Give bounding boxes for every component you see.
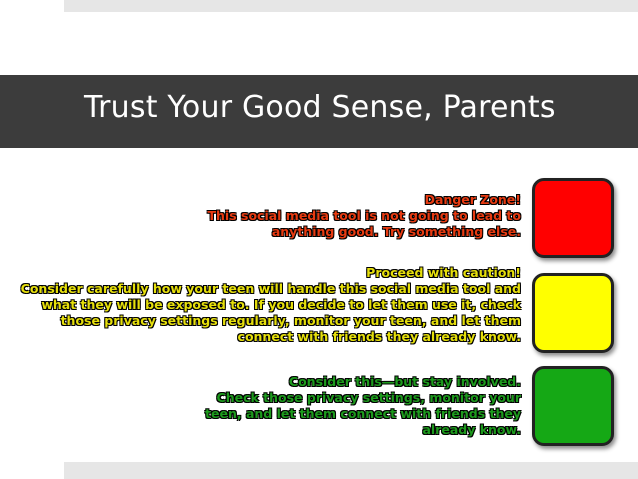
- involved-heading: Consider this—but stay involved.: [288, 374, 521, 389]
- caution-line-1: Consider carefully how your teen will handle this social media tool and: [20, 281, 521, 296]
- top-decorative-bar: [64, 0, 638, 12]
- danger-line-1: This social media tool is not going to lead to: [207, 208, 521, 223]
- caution-line-2: what they will be exposed to. If you decide to let them use it, check: [41, 297, 521, 312]
- involved-line-1: Check those privacy settings, monitor your: [216, 390, 521, 405]
- caution-line-4: connect with friends they already know.: [237, 329, 521, 344]
- slide-title: Trust Your Good Sense, Parents: [84, 90, 556, 125]
- bottom-decorative-bar: [64, 462, 638, 479]
- involved-message: [205, 374, 521, 438]
- danger-heading: Danger Zone!: [424, 192, 521, 207]
- green-light: [532, 366, 614, 446]
- red-light: [532, 178, 614, 258]
- caution-message: [21, 265, 521, 345]
- danger-message: [208, 192, 522, 240]
- caution-line-3: those privacy settings regularly, monitor your teen, and let them: [60, 313, 521, 328]
- involved-line-3: already know.: [422, 422, 521, 437]
- danger-line-2: anything good. Try something else.: [271, 224, 521, 239]
- caution-heading: Proceed with caution!: [366, 265, 521, 280]
- involved-line-2: teen, and let them connect with friends they: [205, 406, 521, 421]
- yellow-light: [532, 273, 614, 353]
